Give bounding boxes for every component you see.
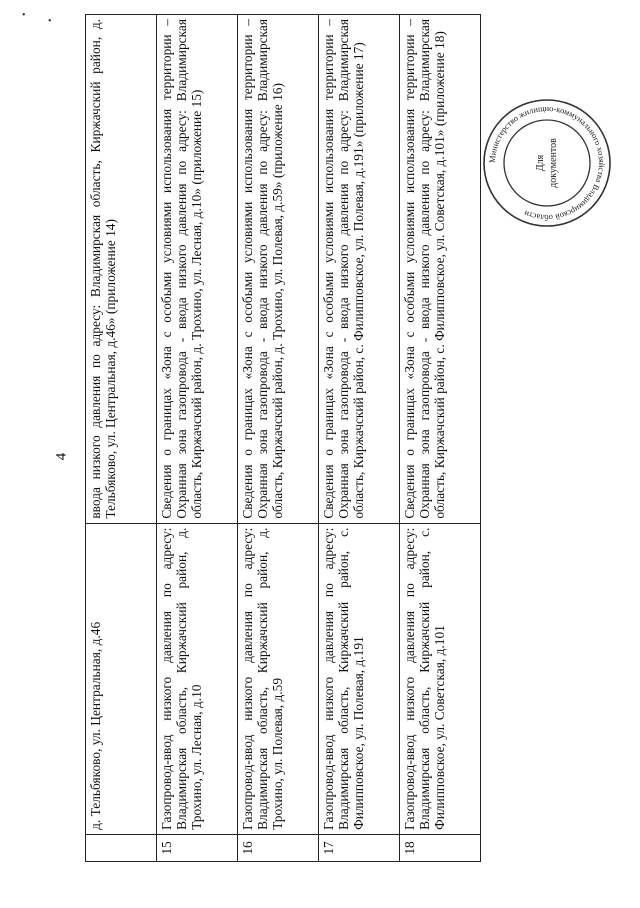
stamp-center-line2: документов (548, 138, 559, 188)
stamp-inner-ring (504, 120, 590, 206)
scan-speck: • (22, 10, 26, 21)
scan-speck: • (48, 16, 52, 27)
row-number-cell: 15 (157, 834, 238, 861)
row-number-cell (86, 834, 157, 861)
row-number-cell: 17 (319, 834, 400, 861)
description-cell: Сведения о границах «Зона с особыми условиями использования территории – Охранная зона газопровода - ввода низкого давления по адресу: Владимирская область, Киржачский район, д. Трохино, ул. Лесная, д.10» (приложение 15) (157, 15, 238, 524)
object-cell: д. Тельбяково, ул. Центральная, д.46 (86, 523, 157, 834)
stamp-ring-text: Министерство жилищно-коммунального хозяйства Владимирской области (487, 103, 607, 223)
row-number-cell: 16 (238, 834, 319, 861)
object-cell: Газопровод-ввод низкого давления по адресу: Владимирская область, Киржачский район, д. Трохино, ул. Полевая, д.59 (238, 523, 319, 834)
row-number-cell: 18 (400, 834, 481, 861)
object-cell: Газопровод-ввод низкого давления по адресу: Владимирская область, Киржачский район, с. Филипповское, ул. Полевая, д.191 (319, 523, 400, 834)
table-row (319, 15, 400, 862)
table-row-continuation (86, 15, 157, 862)
description-cell: Сведения о границах «Зона с особыми условиями использования территории – Охранная зона газопровода - ввода низкого давления по адресу: Владимирская область, Киржачский район, с. Филипповское, ул. Советская, д.101» (приложение 18) (400, 15, 481, 524)
stamp-center-line1: Для (535, 154, 546, 172)
stamp-outer-ring (484, 100, 610, 226)
table-row (238, 15, 319, 862)
page-number: 4 (53, 452, 70, 461)
document-table (85, 14, 469, 862)
official-stamp (480, 96, 614, 230)
object-cell: Газопровод-ввод низкого давления по адресу: Владимирская область, Киржачский район, д. Трохино, ул. Лесная, д.10 (157, 523, 238, 834)
description-cell: Сведения о границах «Зона с особыми условиями использования территории – Охранная зона газопровода - ввода низкого давления по адресу: Владимирская область, Киржачский район, с. Филипповское, ул. Полевая, д.191» (приложение 17) (319, 15, 400, 524)
description-cell: Сведения о границах «Зона с особыми условиями использования территории – Охранная зона газопровода - ввода низкого давления по адресу: Владимирская область, Киржачский район, д. Трохино, ул. Полевая, д.59» (приложение 16) (238, 15, 319, 524)
table-row (400, 15, 481, 862)
description-cell: ввода низкого давления по адресу: Владимирская область, Киржачский район, д. Тельбяково, ул. Центральная, д.46» (приложение 14) (86, 15, 157, 524)
table-row (157, 15, 238, 862)
object-cell: Газопровод-ввод низкого давления по адресу: Владимирская область, Киржачский район, с. Филипповское, ул. Советская, д.101 (400, 523, 481, 834)
